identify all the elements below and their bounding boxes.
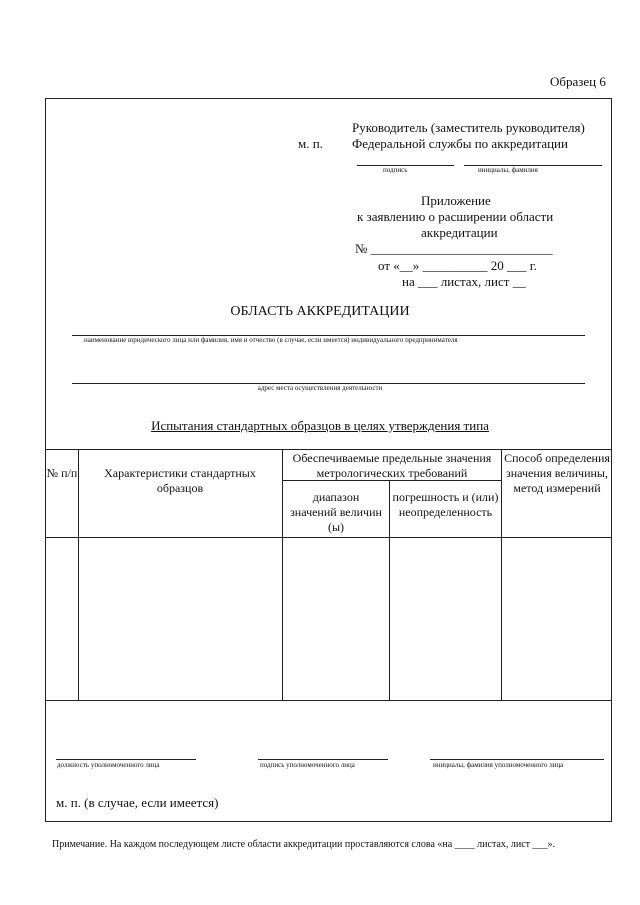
signature-auth-line	[258, 759, 388, 760]
approver-title-line2: Федеральной службы по аккредитации	[352, 136, 568, 151]
initials-auth-caption: инициалы, фамилия уполномоченного лица	[433, 761, 564, 769]
mp-stamp-label: м. п.	[298, 136, 323, 151]
initials-caption: инициалы, фамилия	[478, 166, 538, 174]
header-number: № п/п	[46, 466, 78, 480]
table-col-divider	[78, 449, 79, 700]
name-caption: наименование юридического лица или фамилия, имя и отчество (в случае, если имеется) индивидуального предпринимателя	[84, 336, 458, 344]
appendix-sheets: на ___ листах, лист __	[402, 274, 526, 289]
footnote: Примечание. На каждом последующем листе области аккредитации проставляются слова «на ____ листах, лист ___».	[52, 839, 556, 850]
signature-caption: подпись	[383, 166, 408, 174]
appendix-date: от «__» __________ 20 ___ г.	[378, 258, 537, 273]
table-header-bottom-border	[45, 537, 612, 538]
header-requirements: Обеспечиваемые предельные значения метрологических требований	[292, 451, 492, 480]
signature-auth-caption: подпись уполномоченного лица	[260, 761, 355, 769]
position-caption: должность уполномоченного лица	[57, 761, 160, 769]
appendix-line2: к заявлению о расширении области	[357, 209, 554, 224]
header-method: Способ определения значения величины, метод измерений	[504, 451, 610, 495]
appendix-number: № ____________________________	[355, 241, 553, 256]
accreditation-area-heading: ОБЛАСТЬ АККРЕДИТАЦИИ	[230, 304, 410, 319]
initials-auth-line	[430, 759, 604, 760]
table-top-border	[45, 449, 612, 450]
position-line	[56, 759, 196, 760]
appendix-line3: аккредитации	[421, 225, 498, 240]
appendix-title: Приложение	[421, 193, 491, 208]
address-caption: адрес места осуществления деятельности	[257, 384, 383, 392]
sample-label: Образец 6	[550, 74, 606, 89]
approver-title-line1: Руководитель (заместитель руководителя)	[352, 120, 585, 135]
header-error: погрешность и (или) неопределенность	[392, 490, 499, 519]
header-characteristics: Характеристики стандартных образцов	[104, 466, 256, 495]
header-range: диапазон значений величин (ы)	[290, 490, 382, 534]
mp-note: м. п. (в случае, если имеется)	[56, 795, 219, 810]
section-title: Испытания стандартных образцов в целях утверждения типа	[151, 418, 489, 433]
table-col-divider	[282, 449, 283, 700]
table-bottom-border	[45, 700, 612, 701]
